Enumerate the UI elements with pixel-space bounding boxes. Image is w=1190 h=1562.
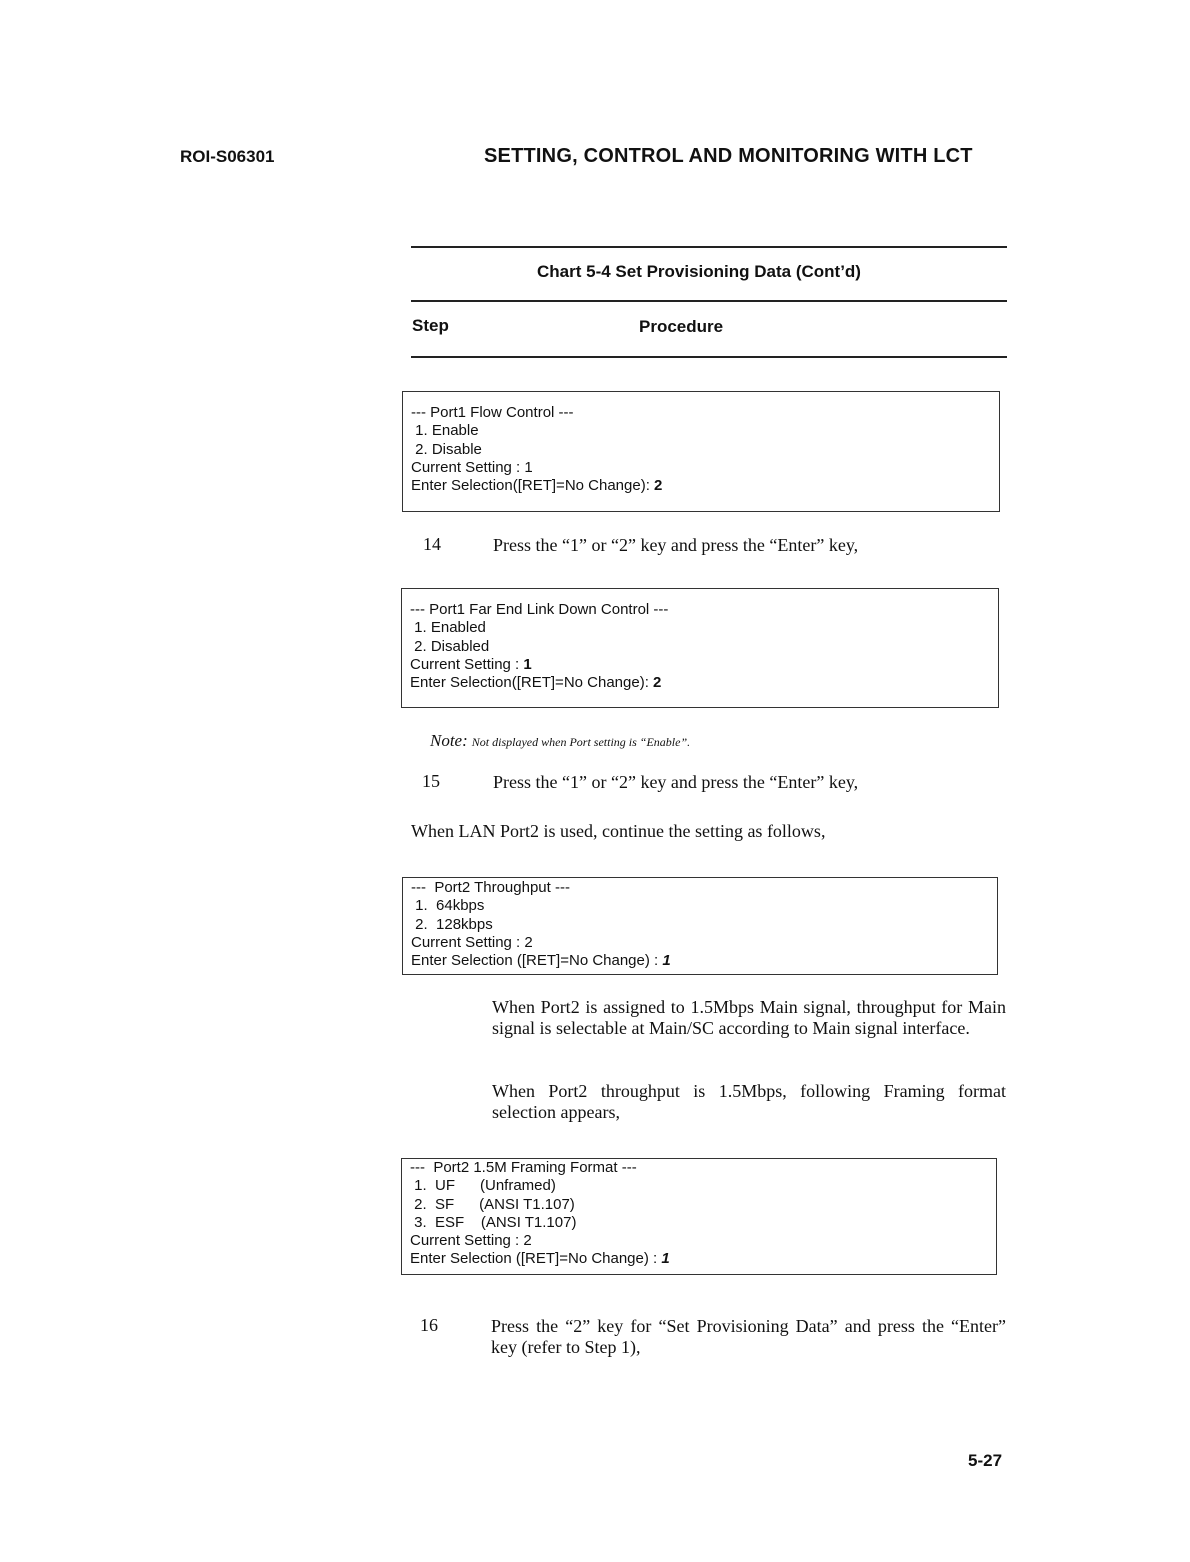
prompt-text: Enter Selection ([RET]=No Change) : [411,952,663,970]
screen-line: --- Port2 Throughput --- [411,879,570,896]
screen-line: --- Port1 Far End Link Down Control --- [410,601,669,618]
screen-line: Current Setting : 1 [411,458,533,476]
screen-line [411,477,991,495]
screen-line [410,1250,988,1268]
step-15-instruction: Press the “1” or “2” key and press the “Enter” key, [493,772,859,792]
rule-middle [411,300,1007,302]
paragraph-port2-throughput: When Port2 throughput is 1.5Mbps, following Framing format selection appears, [492,1081,1006,1122]
page-title: SETTING, CONTROL AND MONITORING WITH LCT [484,145,973,167]
entered-selection: 1 [662,952,671,970]
note [430,731,690,751]
terminal-screen-port2-throughput [402,877,998,975]
prompt-text: Enter Selection ([RET]=No Change) : [410,1250,662,1268]
column-header-step: Step [412,316,449,335]
prompt-text: Enter Selection([RET]=No Change): [411,477,655,495]
screen-line: 1. Enabled [410,619,486,637]
screen-line: 1. Enable [411,422,479,440]
note-text: Not displayed when Port setting is “Enable”. [471,735,691,749]
terminal-screen-port2-framing-format [401,1158,997,1275]
step-number-15: 15 [422,771,440,791]
screen-line: 2. 128kbps [411,915,493,933]
screen-line [410,656,990,674]
screen-line: --- Port2 1.5M Framing Format --- [410,1159,637,1176]
entered-selection: 2 [654,477,663,495]
note-label: Note: [430,731,468,750]
screen-line: 1. 64kbps [411,897,485,915]
current-setting-label: Current Setting : [410,655,524,673]
screen-line: 2. SF (ANSI T1.107) [410,1195,575,1213]
rule-top [411,246,1007,248]
step-14-instruction: Press the “1” or “2” key and press the “Enter” key, [493,535,859,555]
column-header-procedure: Procedure [639,317,724,336]
screen-line: 1. UF (Unframed) [410,1177,556,1195]
paragraph-port2-assigned: When Port2 is assigned to 1.5Mbps Main signal, throughput for Main signal is selectable at Main/SC according to Main signal interface. [492,997,1006,1038]
entered-selection: 1 [661,1250,670,1268]
screen-line: Current Setting : 2 [411,933,533,951]
screen-line: 2. Disabled [410,637,490,655]
chart-title: Chart 5-4 Set Provisioning Data (Cont’d) [537,262,861,281]
lan-port2-text: When LAN Port2 is used, continue the setting as follows, [411,821,826,841]
screen-line: 3. ESF (ANSI T1.107) [410,1213,577,1231]
page-number: 5-27 [968,1451,1003,1470]
rule-bottom [411,356,1007,358]
screen-line [411,952,989,970]
current-setting-value: 1 [523,655,532,673]
screen-line [410,674,990,692]
terminal-screen-port1-flow-control [402,391,1000,512]
screen-line: Current Setting : 2 [410,1232,532,1250]
entered-selection: 2 [653,674,662,692]
step-number-16: 16 [420,1315,438,1335]
step-number-14: 14 [423,534,441,554]
prompt-text: Enter Selection([RET]=No Change): [410,674,654,692]
document-id: ROI-S06301 [180,147,275,166]
step-16-instruction: Press the “2” key for “Set Provisioning Data” and press the “Enter” key (refer to Step 1), [491,1316,1006,1357]
terminal-screen-port1-far-end-link-down [401,588,999,708]
screen-line: 2. Disable [411,440,482,458]
screen-line: --- Port1 Flow Control --- [411,404,574,421]
